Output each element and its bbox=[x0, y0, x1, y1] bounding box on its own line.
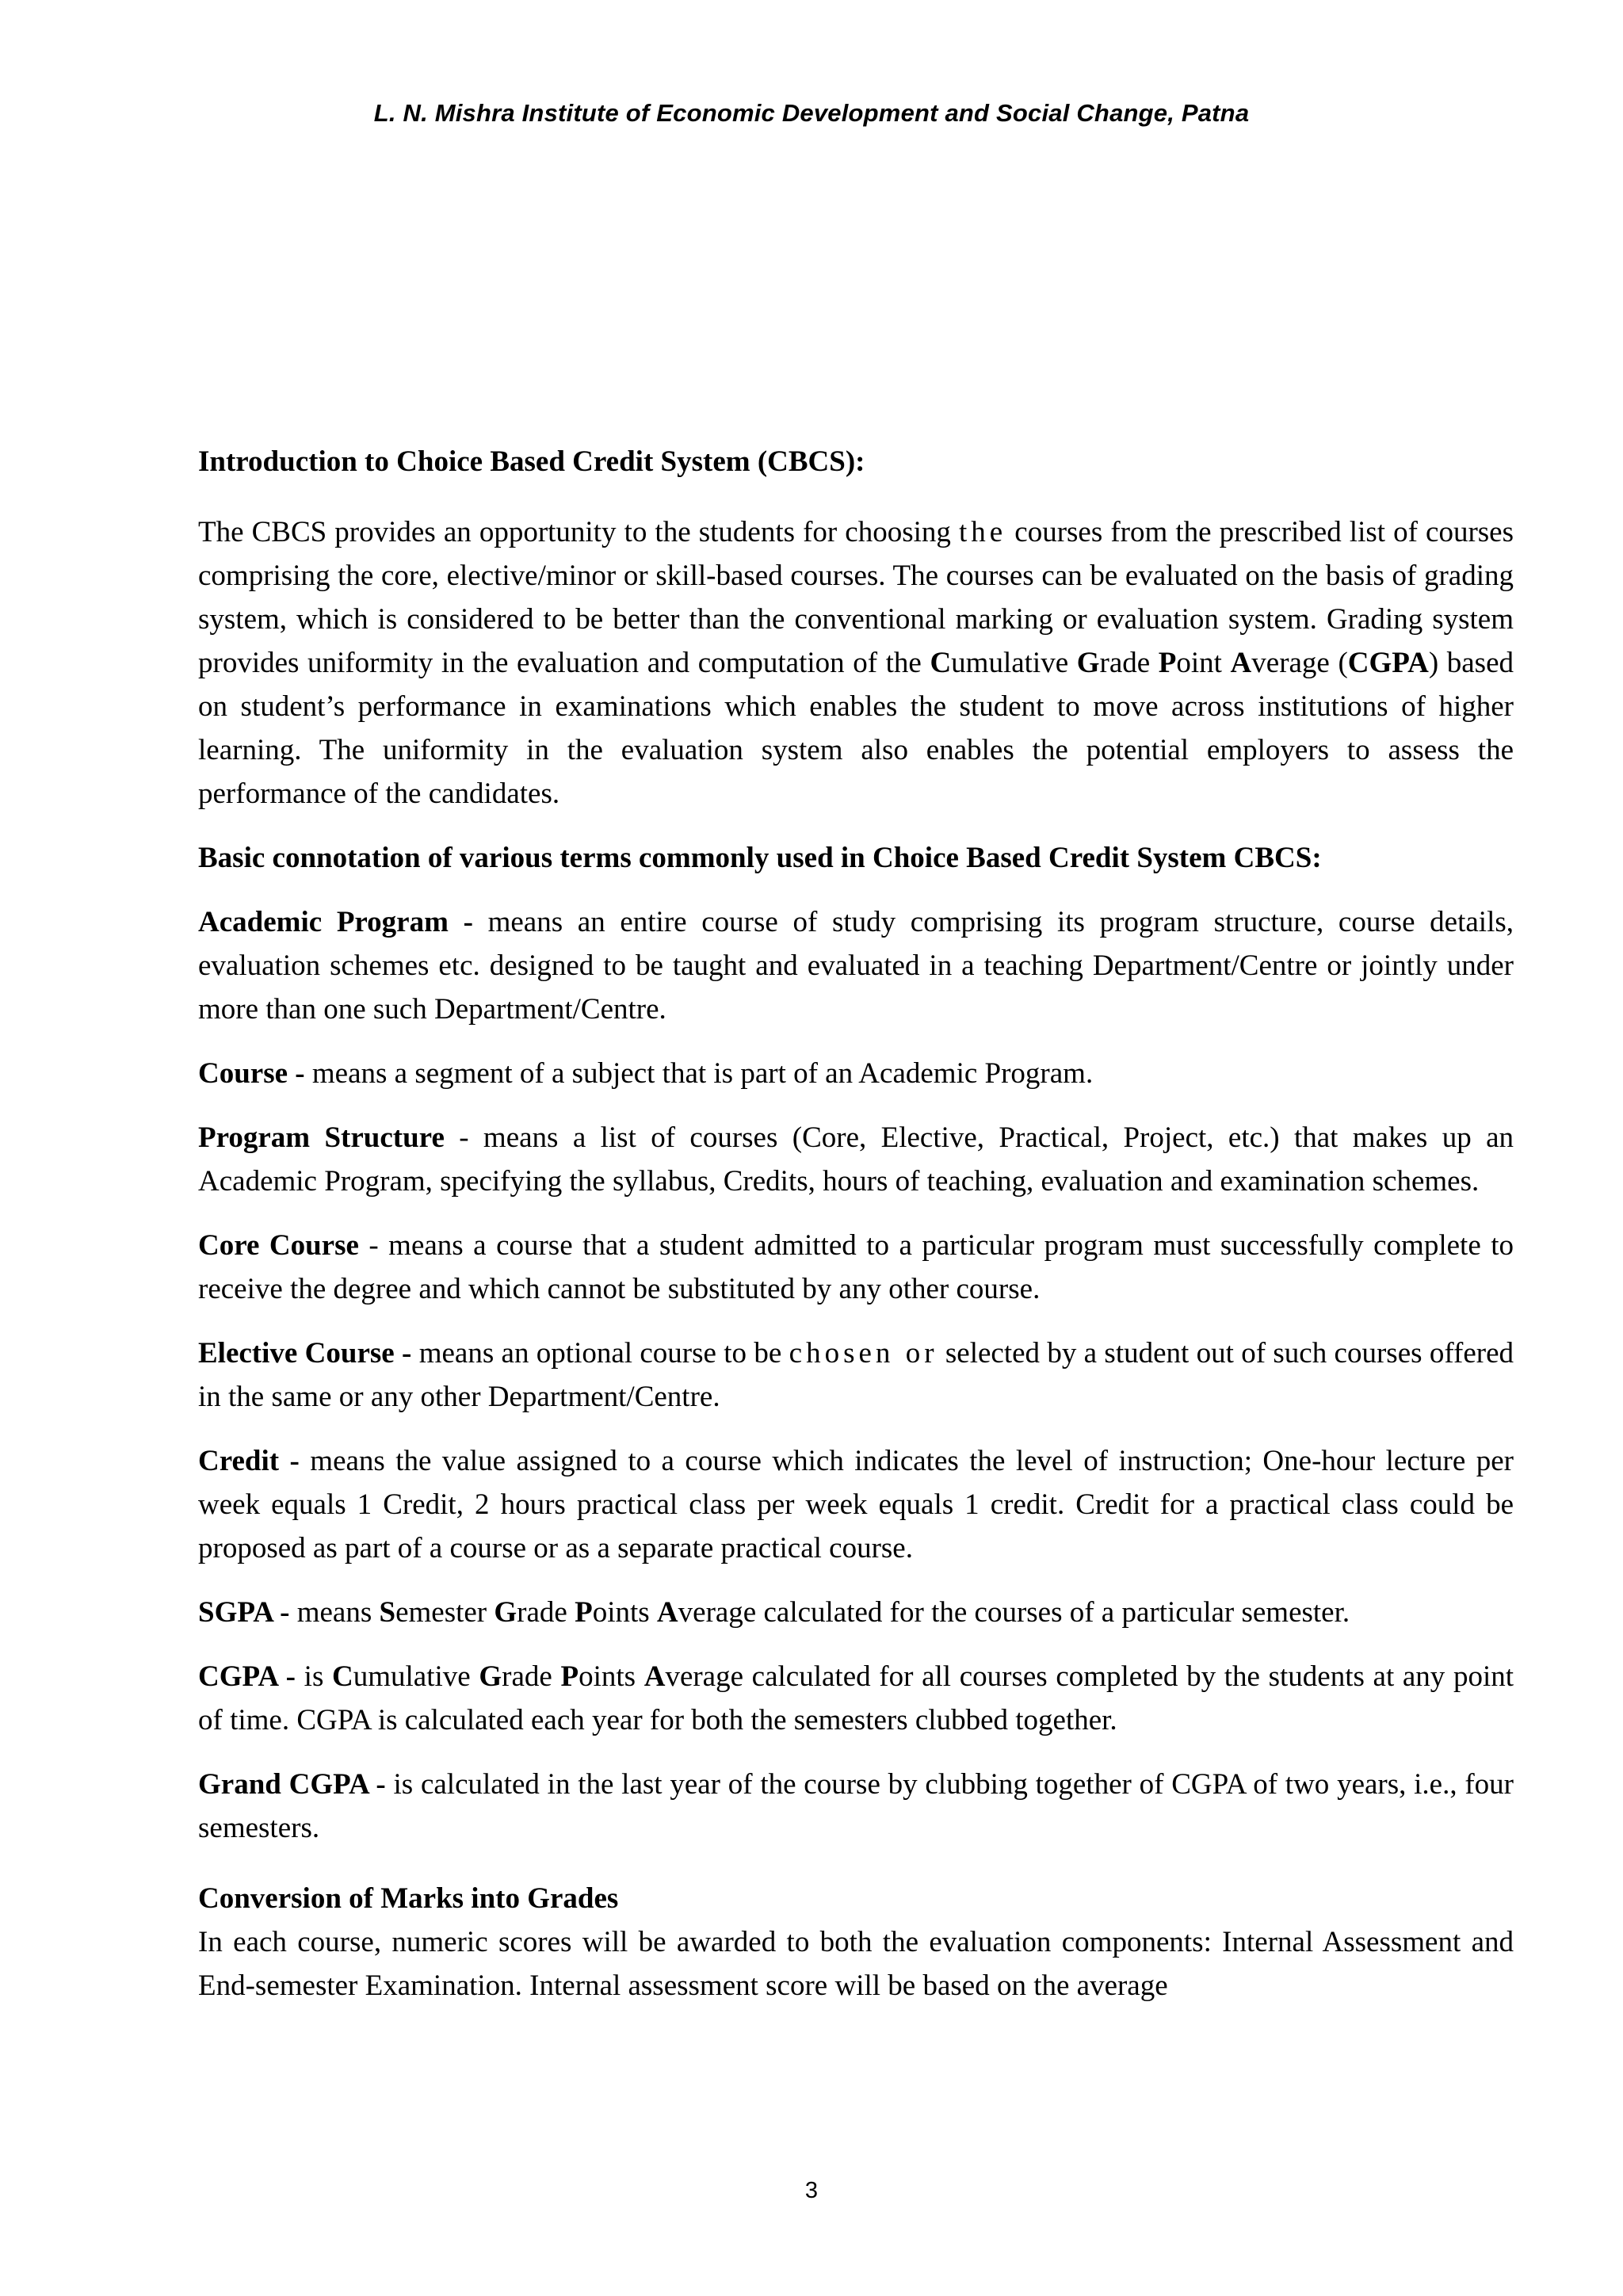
term-academic-program: Academic Program - means an entire course of study comprising its program structure, course details, evaluation schemes etc. designed to be taught and evaluated in a teaching Department/Centre or jointly under more than one such Department/Centre. bbox=[198, 906, 1514, 1026]
page-number: 3 bbox=[804, 2178, 819, 2203]
term-sgpa: SGPA - means Semester Grade Points Average calculated for the courses of a particular semester. bbox=[198, 1596, 1350, 1629]
page-content bbox=[198, 440, 1514, 2008]
term-program-structure: Program Structure - means a list of courses (Core, Elective, Practical, Project, etc.) that makes up an Academic Program, specifying the syllabus, Credits, hours of teaching, evaluation and examination schemes. bbox=[198, 1121, 1514, 1198]
intro-heading: Introduction to Choice Based Credit System (CBCS): bbox=[198, 445, 865, 478]
term-credit: Credit - means the value assigned to a course which indicates the level of instruction; One-hour lecture per week equals 1 Credit, 2 hours practical class per week equals 1 credit. Credit for a practical class could be proposed as part of a course or as a separate practical course. bbox=[198, 1445, 1514, 1564]
conversion-heading: Conversion of Marks into Grades bbox=[198, 1882, 619, 1915]
conversion-paragraph: In each course, numeric scores will be awarded to both the evaluation components: Internal Assessment and End-semester Examination. Internal assessment score will be based on the average bbox=[198, 1926, 1514, 2002]
term-elective-course: Elective Course - means an optional course to be chosen or selected by a student out of such courses offered in the same or any other Department/Centre. bbox=[198, 1337, 1514, 1413]
intro-paragraph: The CBCS provides an opportunity to the students for choosing the courses from the prescribed list of courses comprising the core, elective/minor or skill-based courses. The courses can be evaluated on the basis of grading system, which is considered to be better than the conventional marking or evaluation system. Grading system provides uniformity in the evaluation and computation of the Cumulative Grade Point Average (CGPA) based on student’s performance in examinations which enables the student to move across institutions of higher learning. The uniformity in the evaluation system also enables the potential employers to assess the performance of the candidates. bbox=[198, 516, 1514, 810]
connotation-heading: Basic connotation of various terms commonly used in Choice Based Credit System CBCS: bbox=[198, 842, 1322, 874]
page-header: L. N. Mishra Institute of Economic Development and Social Change, Patna bbox=[373, 99, 1250, 127]
term-cgpa: CGPA - is Cumulative Grade Points Average calculated for all courses completed by the students at any point of time. CGPA is calculated each year for both the semesters clubbed together. bbox=[198, 1660, 1514, 1736]
term-course: Course - means a segment of a subject that is part of an Academic Program. bbox=[198, 1057, 1094, 1090]
term-grand-cgpa: Grand CGPA - is calculated in the last year of the course by clubbing together of CGPA of two years, i.e., four semesters. bbox=[198, 1768, 1514, 1844]
term-core-course: Core Course - means a course that a student admitted to a particular program must successfully complete to receive the degree and which cannot be substituted by any other course. bbox=[198, 1229, 1514, 1305]
